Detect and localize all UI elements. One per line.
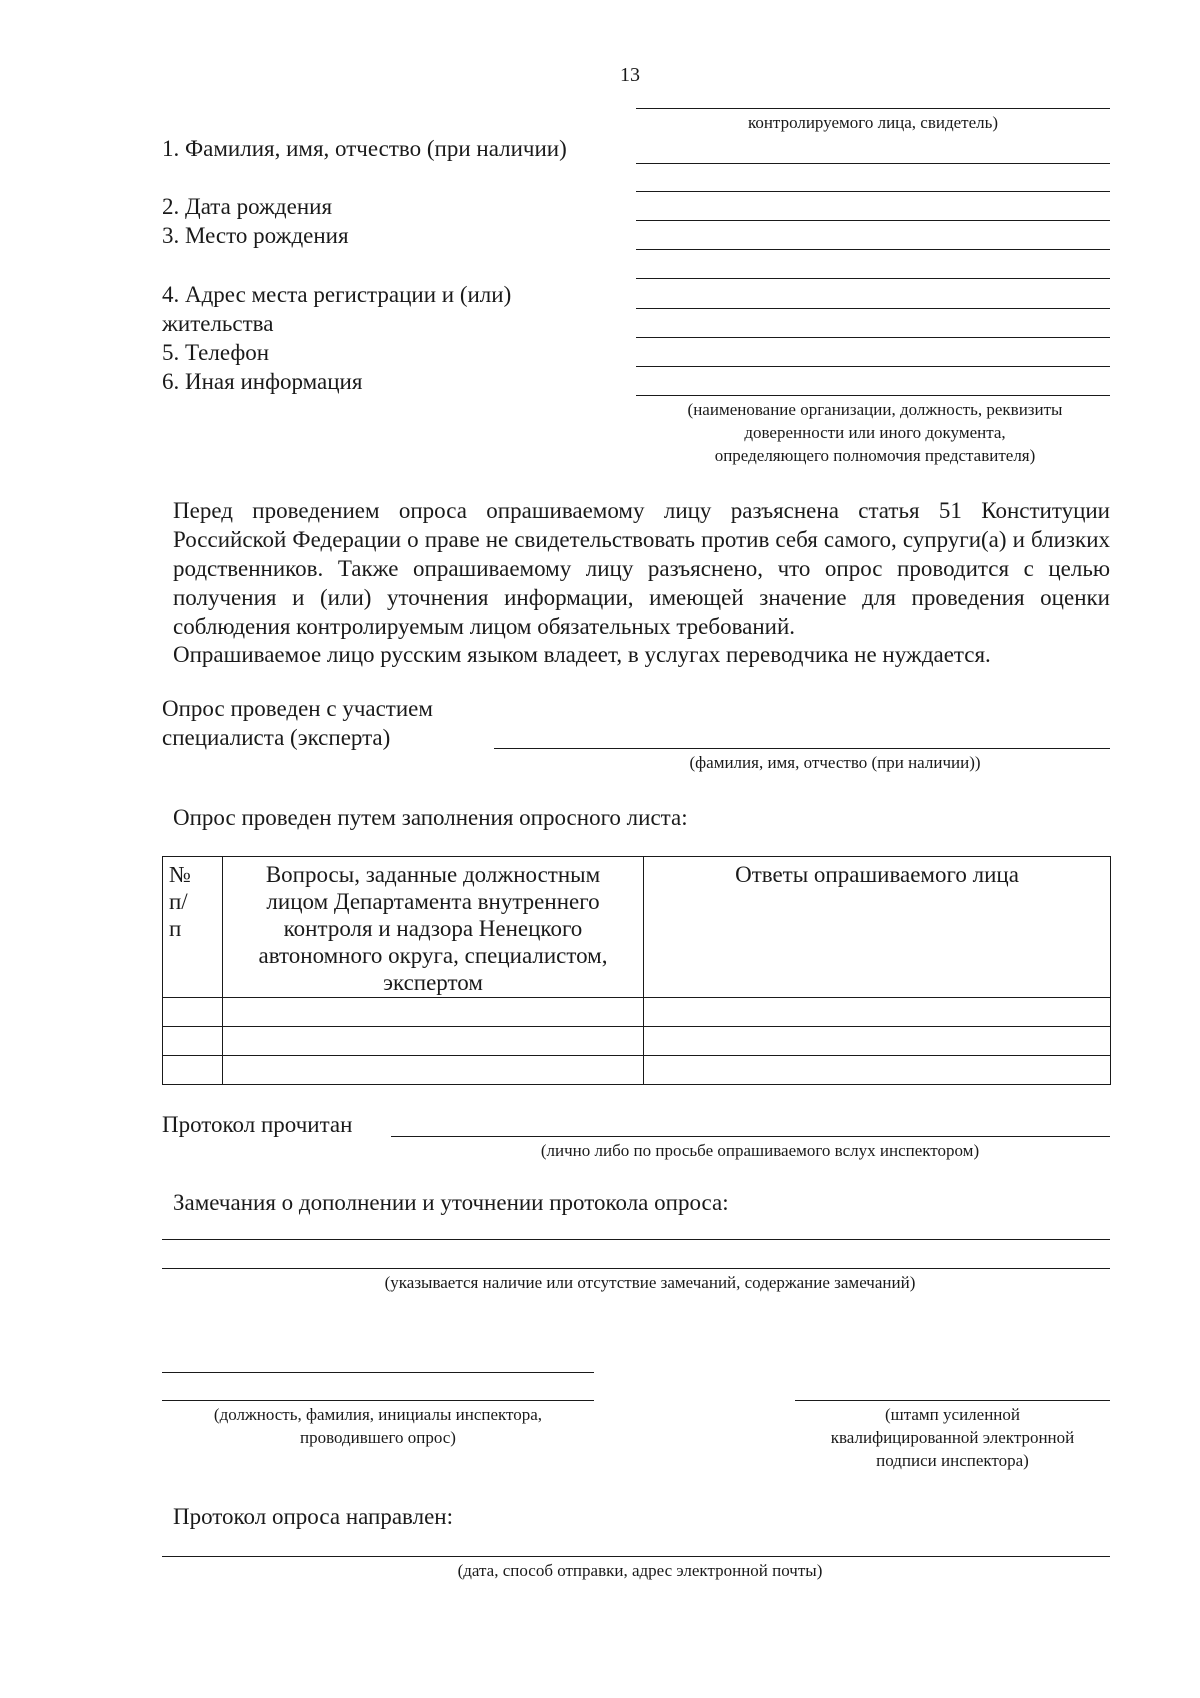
cell-question[interactable] (223, 998, 644, 1027)
field-line-address[interactable] (636, 278, 1110, 279)
field-line-fio[interactable] (636, 163, 1110, 164)
questions-table (162, 856, 1111, 1085)
col-answers-header (644, 857, 1111, 998)
field-line-phone[interactable] (636, 337, 1110, 338)
inspector-line-1[interactable] (162, 1372, 594, 1373)
field-label-other: 6. Иная информация (162, 369, 363, 394)
language-statement: Опрашиваемое лицо русским языком владеет, в услугах переводчика не нуждается. (173, 642, 991, 667)
col-questions-header-text: Вопросы, заданные должностным лицом Департамента внутреннего контроля и надзора Ненецкого автономного округа, специалистом, экспертом (258, 862, 608, 995)
cell-num[interactable] (163, 1056, 223, 1085)
sent-caption: (дата, способ отправки, адрес электронной почты) (457, 1561, 823, 1580)
stamp-caption-1: (штамп усиленной (884, 1405, 1020, 1424)
representative-caption-1: (наименование организации, должность, реквизиты (687, 400, 1063, 419)
top-caption: контролируемого лица, свидетель) (747, 113, 999, 132)
table-row[interactable] (163, 998, 1111, 1027)
cell-num[interactable] (163, 998, 223, 1027)
rights-paragraph-text: Перед проведением опроса опрашиваемому лицу разъяснена статья 51 Конституции Российской Федерации о праве не свидетельствовать против себя самого, супруги(а) и близких родственников. Также опрашиваемому лицу разъяснено, что опрос проводится с целью получения и (или) уточнения информации, имеющей значение для проведения оценки соблюдения контролируемым лицом обязательных требований. (173, 498, 1110, 639)
stamp-caption-3: подписи инспектора) (876, 1451, 1029, 1470)
witness-line (636, 108, 1110, 109)
stamp-caption-2: квалифицированной электронной (830, 1428, 1075, 1447)
field-line-birthplace[interactable] (636, 249, 1110, 250)
table-row[interactable] (163, 1027, 1111, 1056)
field-label-birthplace: 3. Место рождения (162, 223, 349, 248)
inspector-line-2[interactable] (162, 1400, 594, 1401)
specialist-label-1: Опрос проведен с участием (162, 696, 433, 721)
col-questions-header (223, 857, 644, 998)
protocol-read-line[interactable] (391, 1136, 1110, 1137)
field-line-representative[interactable] (636, 395, 1110, 396)
cell-answer[interactable] (644, 998, 1111, 1027)
table-header-row (163, 857, 1111, 998)
cell-answer[interactable] (644, 1027, 1111, 1056)
col-answers-header-text: Ответы опрашиваемого лица (735, 862, 1019, 887)
field-label-fio: 1. Фамилия, имя, отчество (при наличии) (162, 136, 567, 161)
remarks-caption: (указывается наличие или отсутствие замечаний, содержание замечаний) (384, 1273, 916, 1292)
questionnaire-intro: Опрос проведен путем заполнения опросного листа: (173, 805, 688, 830)
cell-num[interactable] (163, 1027, 223, 1056)
field-line-other[interactable] (636, 366, 1110, 367)
protocol-read-caption: (лично либо по просьбе опрашиваемого вслух инспектором) (540, 1141, 980, 1160)
specialist-caption: (фамилия, имя, отчество (при наличии)) (689, 753, 981, 772)
specialist-label-2: специалиста (эксперта) (162, 725, 391, 750)
remarks-label: Замечания о дополнении и уточнении протокола опроса: (173, 1190, 729, 1215)
field-label-birthdate: 2. Дата рождения (162, 194, 333, 219)
cell-question[interactable] (223, 1027, 644, 1056)
field-label-residence: жительства (162, 311, 274, 336)
field-label-phone: 5. Телефон (162, 340, 270, 365)
col-num-header (163, 857, 223, 998)
remarks-line-1[interactable] (162, 1239, 1110, 1240)
field-line-fio-2[interactable] (636, 191, 1110, 192)
sent-label: Протокол опроса направлен: (173, 1504, 453, 1529)
inspector-caption-1: (должность, фамилия, инициалы инспектора, (213, 1405, 543, 1424)
inspector-caption-2: проводившего опрос) (300, 1428, 456, 1447)
representative-caption-3: определяющего полномочия представителя) (714, 446, 1036, 465)
specialist-line[interactable] (494, 748, 1110, 749)
representative-caption-2: доверенности или иного документа, (744, 423, 1006, 442)
field-label-address: 4. Адрес места регистрации и (или) (162, 282, 512, 307)
cell-answer[interactable] (644, 1056, 1111, 1085)
stamp-line[interactable] (795, 1400, 1110, 1401)
field-line-birthdate[interactable] (636, 220, 1110, 221)
table-row[interactable] (163, 1056, 1111, 1085)
rights-paragraph (173, 496, 1110, 641)
protocol-read-label: Протокол прочитан (162, 1112, 353, 1137)
sent-line[interactable] (162, 1556, 1110, 1557)
page-number: 13 (620, 64, 640, 86)
remarks-line-2[interactable] (162, 1268, 1110, 1269)
col-num-header-text: № п/п (169, 862, 191, 941)
cell-question[interactable] (223, 1056, 644, 1085)
field-line-residence[interactable] (636, 308, 1110, 309)
